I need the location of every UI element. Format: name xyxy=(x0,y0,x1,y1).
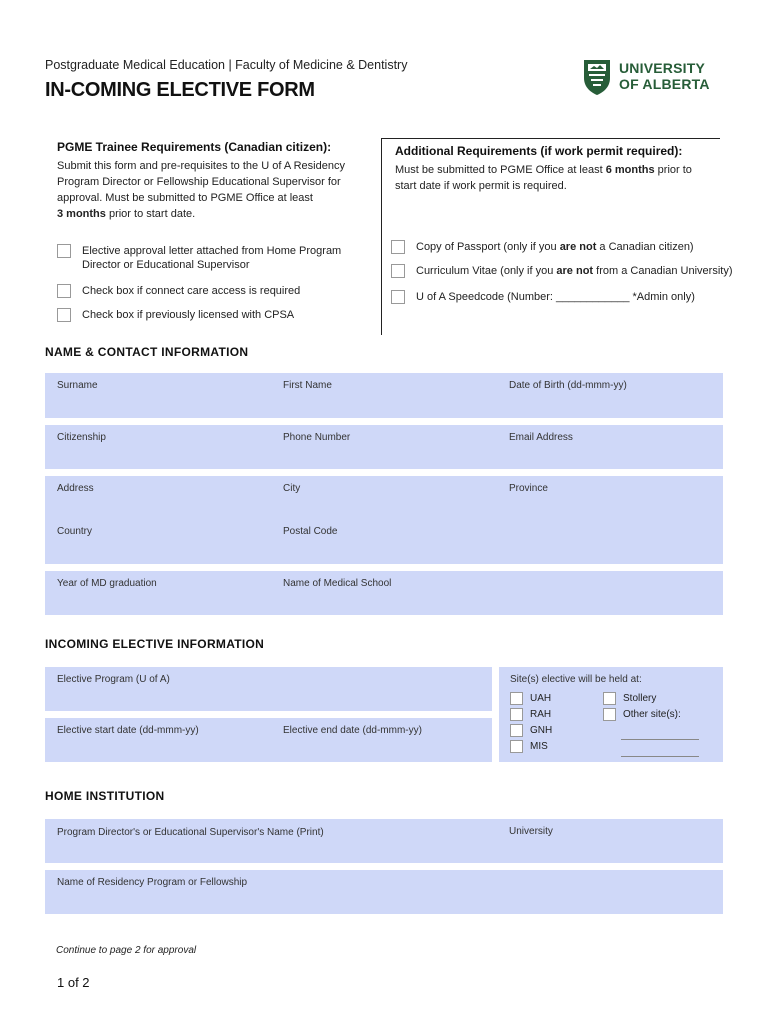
checklist-item-passport: Copy of Passport (only if you are not a Canadian citizen) xyxy=(391,240,751,264)
site-other-checkbox[interactable] xyxy=(603,708,616,721)
site-uah: UAH xyxy=(510,690,552,706)
logo-line-2: OF ALBERTA xyxy=(619,76,710,92)
medical-school-field[interactable]: Name of Medical School xyxy=(283,578,392,589)
cpsa-checkbox[interactable] xyxy=(57,308,71,322)
surname-field[interactable]: Surname xyxy=(57,380,98,391)
city-field[interactable]: City xyxy=(283,483,301,494)
site-rah-checkbox[interactable] xyxy=(510,708,523,721)
faculty-subtitle: Postgraduate Medical Education | Faculty of Medicine & Dentistry xyxy=(45,58,408,72)
year-md-field[interactable]: Year of MD graduation xyxy=(57,578,157,589)
checklist-item-speedcode: U of A Speedcode (Number: ____________ *Admin only) xyxy=(391,290,751,310)
elective-section-title: INCOMING ELECTIVE INFORMATION xyxy=(45,637,265,651)
site-stollery-checkbox[interactable] xyxy=(603,692,616,705)
checklist-item-cpsa: Check box if previously licensed with CPSA xyxy=(57,308,357,328)
contact-section-title: NAME & CONTACT INFORMATION xyxy=(45,345,249,359)
additional-requirements-text: Must be submitted to PGME Office at least 6 months prior to start date if work permit is required. xyxy=(395,164,692,192)
other-site-line-1[interactable] xyxy=(621,739,699,740)
pgme-requirements-text: Submit this form and pre-requisites to the U of A Residency Program Director or Fellowship Educational Supervisor for approval. Must be submitted to PGME Office at least 3 months prior to start date. xyxy=(57,160,345,220)
passport-checkbox[interactable] xyxy=(391,240,405,254)
sites-left-list xyxy=(510,690,552,754)
additional-requirements xyxy=(395,144,715,194)
checklist-item-cv: Curriculum Vitae (only if you are not from a Canadian University) xyxy=(391,264,751,290)
address-field[interactable]: Address xyxy=(57,483,94,494)
speedcode-checkbox[interactable] xyxy=(391,290,405,304)
additional-requirements-heading: Additional Requirements (if work permit required): xyxy=(395,144,683,158)
elective-start-field[interactable]: Elective start date (dd-mmm-yy) xyxy=(57,725,199,736)
phone-field[interactable]: Phone Number xyxy=(283,432,351,443)
country-field[interactable]: Country xyxy=(57,526,93,537)
site-rah: RAH xyxy=(510,706,552,722)
contact-row-3 xyxy=(45,476,723,564)
elective-program-field[interactable]: Elective Program (U of A) xyxy=(57,674,170,685)
site-gnh-checkbox[interactable] xyxy=(510,724,523,737)
pgme-requirements-heading: PGME Trainee Requirements (Canadian citizen): xyxy=(57,140,332,154)
page-number: 1 of 2 xyxy=(57,975,90,990)
shield-icon xyxy=(582,58,612,96)
email-field[interactable]: Email Address xyxy=(509,432,573,443)
continue-note: Continue to page 2 for approval xyxy=(56,945,197,956)
site-other: Other site(s): xyxy=(603,706,681,722)
pgme-requirements xyxy=(57,140,367,222)
residency-program-field[interactable]: Name of Residency Program or Fellowship xyxy=(57,877,248,888)
checklist-item-connect-care: Check box if connect care access is required xyxy=(57,284,357,308)
contact-row-2 xyxy=(45,425,723,469)
sites-right-list xyxy=(603,690,681,722)
page-title: IN-COMING ELECTIVE FORM xyxy=(45,79,315,101)
home-row-1 xyxy=(45,819,723,863)
site-mis: MIS xyxy=(510,738,552,754)
elective-end-field[interactable]: Elective end date (dd-mmm-yy) xyxy=(283,725,422,736)
approval-letter-checkbox[interactable] xyxy=(57,244,71,258)
home-section-title: HOME INSTITUTION xyxy=(45,789,165,803)
checklist-item-approval-letter: Elective approval letter attached from Home Program Director or Educational Supervisor xyxy=(57,244,357,284)
site-mis-checkbox[interactable] xyxy=(510,740,523,753)
left-checklist xyxy=(57,244,357,328)
first-name-field[interactable]: First Name xyxy=(283,380,332,391)
other-site-line-2[interactable] xyxy=(621,756,699,757)
site-uah-checkbox[interactable] xyxy=(510,692,523,705)
director-name-field[interactable]: Program Director's or Educational Supervisor's Name (Print) xyxy=(57,827,324,838)
site-stollery: Stollery xyxy=(603,690,681,706)
logo-line-1: UNIVERSITY xyxy=(619,60,706,76)
citizenship-field[interactable]: Citizenship xyxy=(57,432,106,443)
sites-label: Site(s) elective will be held at: xyxy=(510,674,642,685)
university-logo xyxy=(582,58,722,98)
postal-code-field[interactable]: Postal Code xyxy=(283,526,338,537)
dob-field[interactable]: Date of Birth (dd-mmm-yy) xyxy=(509,380,627,391)
connect-care-checkbox[interactable] xyxy=(57,284,71,298)
province-field[interactable]: Province xyxy=(509,483,548,494)
site-gnh: GNH xyxy=(510,722,552,738)
right-checklist xyxy=(391,240,751,310)
university-field[interactable]: University xyxy=(509,826,553,837)
cv-checkbox[interactable] xyxy=(391,264,405,278)
